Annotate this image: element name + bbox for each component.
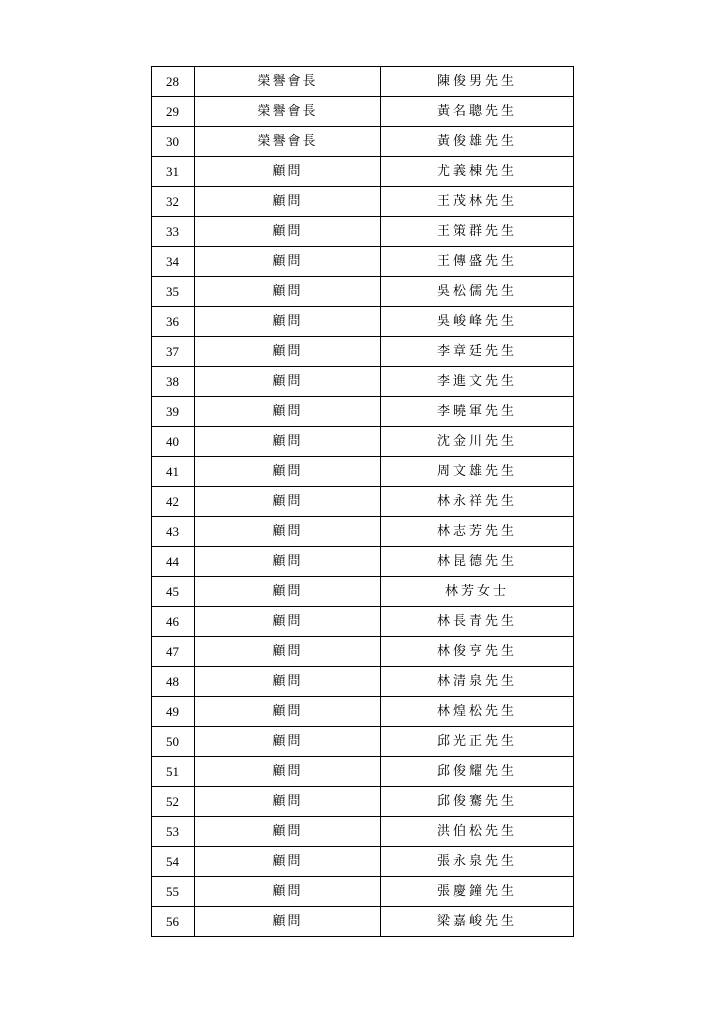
position-title: 顧問: [195, 307, 381, 337]
row-number: 46: [152, 607, 195, 637]
roster-table: [151, 66, 574, 937]
position-title: 顧問: [195, 787, 381, 817]
position-title: 顧問: [195, 877, 381, 907]
member-name: 李章廷先生: [381, 337, 574, 367]
table-row: [152, 367, 574, 397]
member-name: 梁嘉峻先生: [381, 907, 574, 937]
position-title: 顧問: [195, 187, 381, 217]
position-title: 榮譽會長: [195, 127, 381, 157]
member-name: 黃名聰先生: [381, 97, 574, 127]
row-number: 38: [152, 367, 195, 397]
position-title: 榮譽會長: [195, 67, 381, 97]
member-name: 邱俊耀先生: [381, 757, 574, 787]
row-number: 51: [152, 757, 195, 787]
member-name: 林煌松先生: [381, 697, 574, 727]
row-number: 55: [152, 877, 195, 907]
position-title: 顧問: [195, 217, 381, 247]
member-name: 張慶鐘先生: [381, 877, 574, 907]
member-name: 林永祥先生: [381, 487, 574, 517]
position-title: 顧問: [195, 697, 381, 727]
member-name: 吳峻峰先生: [381, 307, 574, 337]
row-number: 54: [152, 847, 195, 877]
member-name: 林清泉先生: [381, 667, 574, 697]
table-row: [152, 607, 574, 637]
member-name: 林長青先生: [381, 607, 574, 637]
row-number: 29: [152, 97, 195, 127]
member-name: 王茂林先生: [381, 187, 574, 217]
position-title: 顧問: [195, 727, 381, 757]
row-number: 52: [152, 787, 195, 817]
row-number: 48: [152, 667, 195, 697]
member-name: 邱俊騫先生: [381, 787, 574, 817]
member-name: 李曉軍先生: [381, 397, 574, 427]
table-row: [152, 817, 574, 847]
table-row: [152, 757, 574, 787]
position-title: 顧問: [195, 427, 381, 457]
row-number: 35: [152, 277, 195, 307]
row-number: 39: [152, 397, 195, 427]
member-name: 洪伯松先生: [381, 817, 574, 847]
member-name: 林俊亨先生: [381, 637, 574, 667]
row-number: 40: [152, 427, 195, 457]
position-title: 顧問: [195, 367, 381, 397]
member-name: 陳俊男先生: [381, 67, 574, 97]
member-name: 沈金川先生: [381, 427, 574, 457]
table-row: [152, 667, 574, 697]
row-number: 37: [152, 337, 195, 367]
position-title: 顧問: [195, 907, 381, 937]
table-row: [152, 727, 574, 757]
row-number: 50: [152, 727, 195, 757]
table-row: [152, 517, 574, 547]
table-row: [152, 157, 574, 187]
member-name: 尤義棟先生: [381, 157, 574, 187]
position-title: 顧問: [195, 397, 381, 427]
table-row: [152, 847, 574, 877]
member-name: 林芳女士: [381, 577, 574, 607]
position-title: 顧問: [195, 517, 381, 547]
position-title: 顧問: [195, 667, 381, 697]
position-title: 顧問: [195, 817, 381, 847]
table-row: [152, 697, 574, 727]
position-title: 顧問: [195, 637, 381, 667]
row-number: 42: [152, 487, 195, 517]
row-number: 28: [152, 67, 195, 97]
row-number: 32: [152, 187, 195, 217]
position-title: 顧問: [195, 277, 381, 307]
table-row: [152, 637, 574, 667]
table-row: [152, 337, 574, 367]
row-number: 56: [152, 907, 195, 937]
row-number: 34: [152, 247, 195, 277]
table-row: [152, 97, 574, 127]
table-row: [152, 427, 574, 457]
row-number: 33: [152, 217, 195, 247]
position-title: 顧問: [195, 337, 381, 367]
row-number: 53: [152, 817, 195, 847]
member-name: 周文雄先生: [381, 457, 574, 487]
table-row: [152, 487, 574, 517]
position-title: 顧問: [195, 157, 381, 187]
table-row: [152, 277, 574, 307]
member-name: 林昆德先生: [381, 547, 574, 577]
member-name: 邱光正先生: [381, 727, 574, 757]
row-number: 31: [152, 157, 195, 187]
position-title: 顧問: [195, 547, 381, 577]
row-number: 30: [152, 127, 195, 157]
member-name: 張永泉先生: [381, 847, 574, 877]
member-name: 王策群先生: [381, 217, 574, 247]
member-name: 李進文先生: [381, 367, 574, 397]
table-row: [152, 217, 574, 247]
table-row: [152, 577, 574, 607]
table-row: [152, 397, 574, 427]
row-number: 49: [152, 697, 195, 727]
member-name: 王傳盛先生: [381, 247, 574, 277]
table-row: [152, 187, 574, 217]
member-name: 林志芳先生: [381, 517, 574, 547]
table-row: [152, 787, 574, 817]
member-name: 吳松儒先生: [381, 277, 574, 307]
roster-body: [152, 67, 574, 937]
table-row: [152, 457, 574, 487]
position-title: 榮譽會長: [195, 97, 381, 127]
position-title: 顧問: [195, 457, 381, 487]
table-row: [152, 247, 574, 277]
row-number: 45: [152, 577, 195, 607]
position-title: 顧問: [195, 607, 381, 637]
position-title: 顧問: [195, 847, 381, 877]
row-number: 41: [152, 457, 195, 487]
position-title: 顧問: [195, 247, 381, 277]
row-number: 43: [152, 517, 195, 547]
position-title: 顧問: [195, 757, 381, 787]
member-name: 黃俊雄先生: [381, 127, 574, 157]
table-row: [152, 67, 574, 97]
row-number: 44: [152, 547, 195, 577]
row-number: 36: [152, 307, 195, 337]
position-title: 顧問: [195, 487, 381, 517]
table-row: [152, 877, 574, 907]
table-row: [152, 307, 574, 337]
row-number: 47: [152, 637, 195, 667]
position-title: 顧問: [195, 577, 381, 607]
table-row: [152, 547, 574, 577]
table-row: [152, 907, 574, 937]
table-row: [152, 127, 574, 157]
